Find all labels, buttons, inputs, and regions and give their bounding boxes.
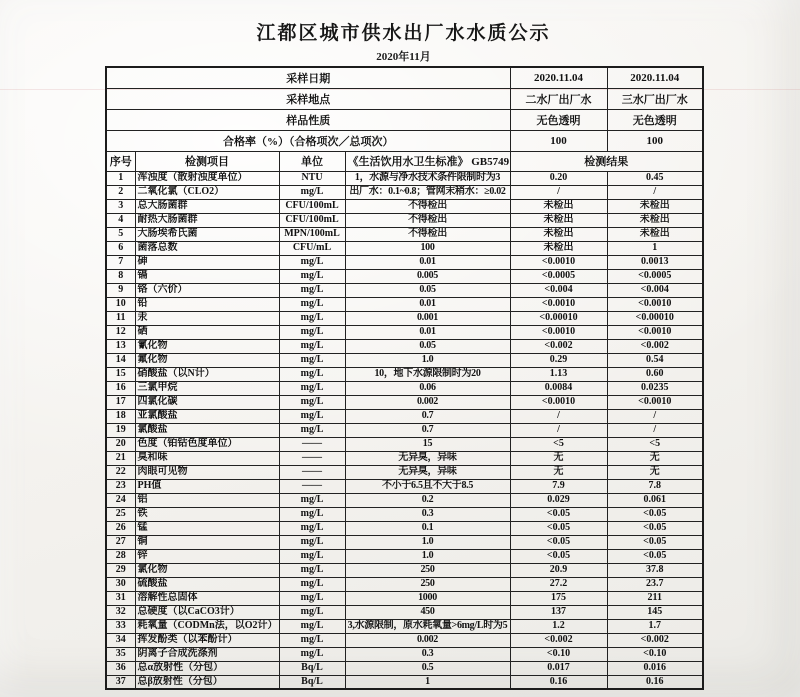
cell-test-item: 氟化物 <box>135 353 279 367</box>
cell-result-plant3: 0.45 <box>607 171 703 185</box>
cell-unit: —— <box>279 451 345 465</box>
table-row <box>106 521 703 535</box>
sample-location-plant3: 三水厂出厂水 <box>607 88 703 109</box>
cell-result-plant2: <0.002 <box>510 339 607 353</box>
cell-standard-limit: 0.1 <box>345 521 510 535</box>
cell-result-plant2: <5 <box>510 437 607 451</box>
cell-result-plant2: 137 <box>510 605 607 619</box>
sample-date-plant2: 2020.11.04 <box>510 67 607 88</box>
table-row <box>106 255 703 269</box>
cell-result-plant3: 1 <box>607 241 703 255</box>
cell-standard-limit: 0.005 <box>345 269 510 283</box>
cell-unit: NTU <box>279 171 345 185</box>
table-row <box>106 297 703 311</box>
col-header-no: 序号 <box>106 151 135 171</box>
cell-result-plant3: 37.8 <box>607 563 703 577</box>
cell-result-plant2: 0.0084 <box>510 381 607 395</box>
cell-result-plant3: <0.10 <box>607 647 703 661</box>
cell-result-plant2: 无 <box>510 451 607 465</box>
cell-unit: mg/L <box>279 577 345 591</box>
cell-standard-limit: 无异臭，异味 <box>345 465 510 479</box>
cell-standard-limit: 1 <box>345 675 510 689</box>
cell-result-plant2: <0.0010 <box>510 395 607 409</box>
table-row <box>106 423 703 437</box>
table-row <box>106 549 703 563</box>
cell-test-item: 铁 <box>135 507 279 521</box>
cell-result-plant3: <0.05 <box>607 521 703 535</box>
cell-standard-limit: 15 <box>345 437 510 451</box>
table-row <box>106 479 703 493</box>
cell-result-plant3: 无 <box>607 465 703 479</box>
cell-row-number: 13 <box>106 339 135 353</box>
col-header-unit: 单位 <box>279 151 345 171</box>
cell-standard-limit: 0.5 <box>345 661 510 675</box>
cell-standard-limit: 0.7 <box>345 409 510 423</box>
cell-row-number: 24 <box>106 493 135 507</box>
cell-result-plant2: <0.05 <box>510 507 607 521</box>
cell-test-item: 锰 <box>135 521 279 535</box>
table-row <box>106 185 703 199</box>
cell-test-item: 四氯化碳 <box>135 395 279 409</box>
cell-standard-limit: 0.3 <box>345 647 510 661</box>
cell-test-item: 铜 <box>135 535 279 549</box>
cell-result-plant2: 0.017 <box>510 661 607 675</box>
cell-unit: mg/L <box>279 647 345 661</box>
page-subtitle: 2020年11月 <box>376 51 431 63</box>
cell-standard-limit: 10，地下水源限制时为20 <box>345 367 510 381</box>
col-header-result: 检测结果 <box>510 151 703 171</box>
cell-row-number: 32 <box>106 605 135 619</box>
cell-result-plant3: 23.7 <box>607 577 703 591</box>
cell-standard-limit: 0.05 <box>345 283 510 297</box>
cell-standard-limit: 0.01 <box>345 325 510 339</box>
table-row <box>106 213 703 227</box>
cell-row-number: 10 <box>106 297 135 311</box>
sample-nature-plant2: 无色透明 <box>510 109 607 130</box>
cell-result-plant3: <0.0010 <box>607 297 703 311</box>
cell-result-plant3: <0.05 <box>607 535 703 549</box>
cell-test-item: 亚氯酸盐 <box>135 409 279 423</box>
cell-result-plant3: <5 <box>607 437 703 451</box>
table-row <box>106 465 703 479</box>
cell-unit: mg/L <box>279 325 345 339</box>
cell-result-plant3: <0.05 <box>607 507 703 521</box>
cell-test-item: 耗氧量（CODMn法，以O2计） <box>135 619 279 633</box>
cell-unit: mg/L <box>279 283 345 297</box>
cell-unit: —— <box>279 479 345 493</box>
col-header-item: 检测项目 <box>135 151 279 171</box>
cell-result-plant3: 0.061 <box>607 493 703 507</box>
cell-row-number: 31 <box>106 591 135 605</box>
cell-unit: mg/L <box>279 507 345 521</box>
cell-result-plant2: <0.05 <box>510 535 607 549</box>
sample-location-plant2: 二水厂出厂水 <box>510 88 607 109</box>
cell-unit: Bq/L <box>279 675 345 689</box>
cell-unit: mg/L <box>279 367 345 381</box>
cell-unit: Bq/L <box>279 661 345 675</box>
table-row <box>106 381 703 395</box>
pass-rate-plant2: 100 <box>510 130 607 151</box>
cell-test-item: PH值 <box>135 479 279 493</box>
cell-result-plant3: 1.7 <box>607 619 703 633</box>
table-row <box>106 437 703 451</box>
cell-row-number: 27 <box>106 535 135 549</box>
cell-standard-limit: 不得检出 <box>345 199 510 213</box>
cell-test-item: 氰化物 <box>135 339 279 353</box>
cell-result-plant2: 1.2 <box>510 619 607 633</box>
cell-unit: CFU/100mL <box>279 213 345 227</box>
cell-unit: —— <box>279 465 345 479</box>
cell-result-plant2: / <box>510 185 607 199</box>
cell-unit: —— <box>279 437 345 451</box>
cell-standard-limit: 0.01 <box>345 297 510 311</box>
sample-location-label: 采样地点 <box>106 88 510 109</box>
cell-row-number: 9 <box>106 283 135 297</box>
table-row <box>106 507 703 521</box>
cell-result-plant2: <0.004 <box>510 283 607 297</box>
cell-test-item: 氯酸盐 <box>135 423 279 437</box>
cell-unit: mg/L <box>279 353 345 367</box>
cell-row-number: 17 <box>106 395 135 409</box>
cell-unit: mg/L <box>279 423 345 437</box>
cell-standard-limit: 0.001 <box>345 311 510 325</box>
cell-result-plant3: 未检出 <box>607 199 703 213</box>
table-row <box>106 563 703 577</box>
cell-result-plant3: 未检出 <box>607 213 703 227</box>
cell-test-item: 砷 <box>135 255 279 269</box>
table-row <box>106 171 703 185</box>
cell-result-plant2: <0.00010 <box>510 311 607 325</box>
cell-row-number: 26 <box>106 521 135 535</box>
cell-standard-limit: 100 <box>345 241 510 255</box>
cell-row-number: 6 <box>106 241 135 255</box>
table-row <box>106 605 703 619</box>
cell-unit: mg/L <box>279 339 345 353</box>
cell-result-plant3: <0.00010 <box>607 311 703 325</box>
cell-result-plant3: 211 <box>607 591 703 605</box>
cell-test-item: 色度（铂钴色度单位） <box>135 437 279 451</box>
col-header-standard: 《生活饮用水卫生标准》 GB5749 <box>345 151 510 171</box>
table-row <box>106 647 703 661</box>
cell-row-number: 22 <box>106 465 135 479</box>
cell-result-plant3: 0.0013 <box>607 255 703 269</box>
cell-row-number: 37 <box>106 675 135 689</box>
cell-row-number: 4 <box>106 213 135 227</box>
cell-result-plant3: / <box>607 423 703 437</box>
cell-result-plant3: <0.004 <box>607 283 703 297</box>
cell-result-plant2: 0.029 <box>510 493 607 507</box>
cell-standard-limit: 0.7 <box>345 423 510 437</box>
cell-test-item: 总α放射性（分包） <box>135 661 279 675</box>
cell-result-plant2: / <box>510 423 607 437</box>
cell-row-number: 14 <box>106 353 135 367</box>
cell-test-item: 汞 <box>135 311 279 325</box>
cell-row-number: 18 <box>106 409 135 423</box>
cell-unit: mg/L <box>279 521 345 535</box>
cell-test-item: 大肠埃希氏菌 <box>135 227 279 241</box>
cell-row-number: 33 <box>106 619 135 633</box>
cell-test-item: 铬（六价） <box>135 283 279 297</box>
info-row-pass-rate <box>106 130 703 151</box>
table-row <box>106 675 703 689</box>
cell-standard-limit: 0.002 <box>345 633 510 647</box>
cell-result-plant2: <0.10 <box>510 647 607 661</box>
cell-unit: mg/L <box>279 591 345 605</box>
cell-row-number: 28 <box>106 549 135 563</box>
table-row <box>106 353 703 367</box>
cell-result-plant3: <0.0010 <box>607 395 703 409</box>
cell-result-plant2: <0.002 <box>510 633 607 647</box>
cell-result-plant3: <0.002 <box>607 633 703 647</box>
cell-row-number: 35 <box>106 647 135 661</box>
cell-row-number: 15 <box>106 367 135 381</box>
cell-standard-limit: 0.002 <box>345 395 510 409</box>
cell-result-plant3: 0.60 <box>607 367 703 381</box>
cell-standard-limit: 0.01 <box>345 255 510 269</box>
cell-standard-limit: 450 <box>345 605 510 619</box>
cell-result-plant2: <0.0010 <box>510 325 607 339</box>
cell-result-plant3: 7.8 <box>607 479 703 493</box>
cell-result-plant3: 0.54 <box>607 353 703 367</box>
info-section <box>106 67 703 171</box>
water-quality-table <box>105 66 704 690</box>
cell-test-item: 硒 <box>135 325 279 339</box>
table-row <box>106 409 703 423</box>
cell-test-item: 阴离子合成洗涤剂 <box>135 647 279 661</box>
cell-test-item: 肉眼可见物 <box>135 465 279 479</box>
cell-result-plant2: <0.05 <box>510 549 607 563</box>
cell-standard-limit: 1.0 <box>345 535 510 549</box>
cell-test-item: 镉 <box>135 269 279 283</box>
table-row <box>106 619 703 633</box>
cell-row-number: 16 <box>106 381 135 395</box>
cell-row-number: 25 <box>106 507 135 521</box>
cell-result-plant2: <0.05 <box>510 521 607 535</box>
info-row-sample-date <box>106 67 703 88</box>
cell-result-plant3: <0.0010 <box>607 325 703 339</box>
table-row <box>106 367 703 381</box>
cell-result-plant3: 无 <box>607 451 703 465</box>
cell-row-number: 30 <box>106 577 135 591</box>
page-title: 江都区城市供水出厂水水质公示 <box>256 23 551 44</box>
cell-row-number: 36 <box>106 661 135 675</box>
cell-test-item: 锌 <box>135 549 279 563</box>
cell-row-number: 1 <box>106 171 135 185</box>
cell-result-plant2: <0.0010 <box>510 255 607 269</box>
cell-result-plant3: <0.05 <box>607 549 703 563</box>
cell-unit: mg/L <box>279 619 345 633</box>
cell-result-plant2: 无 <box>510 465 607 479</box>
cell-standard-limit: 1.0 <box>345 549 510 563</box>
cell-unit: mg/L <box>279 395 345 409</box>
column-header-row <box>106 151 703 171</box>
cell-standard-limit: 0.05 <box>345 339 510 353</box>
cell-unit: mg/L <box>279 297 345 311</box>
cell-test-item: 铝 <box>135 493 279 507</box>
cell-standard-limit: 0.06 <box>345 381 510 395</box>
table-row <box>106 283 703 297</box>
info-row-sample-location <box>106 88 703 109</box>
cell-result-plant2: <0.0005 <box>510 269 607 283</box>
cell-test-item: 菌落总数 <box>135 241 279 255</box>
cell-test-item: 总大肠菌群 <box>135 199 279 213</box>
cell-result-plant2: 未检出 <box>510 213 607 227</box>
cell-result-plant2: 1.13 <box>510 367 607 381</box>
cell-standard-limit: 无异臭，异味 <box>345 451 510 465</box>
cell-result-plant2: 7.9 <box>510 479 607 493</box>
cell-result-plant2: 20.9 <box>510 563 607 577</box>
cell-row-number: 3 <box>106 199 135 213</box>
cell-result-plant3: 145 <box>607 605 703 619</box>
cell-unit: mg/L <box>279 381 345 395</box>
cell-test-item: 硝酸盐（以N计） <box>135 367 279 381</box>
cell-row-number: 7 <box>106 255 135 269</box>
cell-row-number: 19 <box>106 423 135 437</box>
cell-row-number: 29 <box>106 563 135 577</box>
cell-unit: mg/L <box>279 409 345 423</box>
cell-result-plant3: / <box>607 185 703 199</box>
cell-test-item: 浑浊度（散射浊度单位） <box>135 171 279 185</box>
cell-unit: mg/L <box>279 255 345 269</box>
cell-result-plant2: 27.2 <box>510 577 607 591</box>
cell-test-item: 挥发酚类（以苯酚计） <box>135 633 279 647</box>
cell-standard-limit: 1000 <box>345 591 510 605</box>
cell-standard-limit: 1，水源与净水技术条件限制时为3 <box>345 171 510 185</box>
cell-row-number: 11 <box>106 311 135 325</box>
cell-result-plant2: 未检出 <box>510 227 607 241</box>
cell-standard-limit: 0.3 <box>345 507 510 521</box>
cell-row-number: 2 <box>106 185 135 199</box>
cell-test-item: 二氧化氯（CLO2） <box>135 185 279 199</box>
cell-unit: mg/L <box>279 493 345 507</box>
cell-result-plant3: 0.16 <box>607 675 703 689</box>
table-row <box>106 591 703 605</box>
cell-test-item: 总硬度（以CaCO3计） <box>135 605 279 619</box>
cell-row-number: 5 <box>106 227 135 241</box>
cell-test-item: 溶解性总固体 <box>135 591 279 605</box>
cell-standard-limit: 不得检出 <box>345 213 510 227</box>
cell-row-number: 8 <box>106 269 135 283</box>
table-row <box>106 633 703 647</box>
sample-date-plant3: 2020.11.04 <box>607 67 703 88</box>
results-tbody <box>106 171 703 689</box>
cell-standard-limit: 不小于6.5且不大于8.5 <box>345 479 510 493</box>
table-row <box>106 493 703 507</box>
cell-standard-limit: 1.0 <box>345 353 510 367</box>
cell-row-number: 21 <box>106 451 135 465</box>
table-row <box>106 241 703 255</box>
cell-test-item: 臭和味 <box>135 451 279 465</box>
cell-unit: mg/L <box>279 563 345 577</box>
cell-unit: MPN/100mL <box>279 227 345 241</box>
cell-standard-limit: 不得检出 <box>345 227 510 241</box>
cell-result-plant3: <0.002 <box>607 339 703 353</box>
table-row <box>106 661 703 675</box>
table-row <box>106 535 703 549</box>
table-row <box>106 395 703 409</box>
cell-test-item: 硫酸盐 <box>135 577 279 591</box>
cell-result-plant2: 未检出 <box>510 241 607 255</box>
cell-unit: CFU/mL <box>279 241 345 255</box>
cell-standard-limit: 250 <box>345 563 510 577</box>
sample-nature-label: 样品性质 <box>106 109 510 130</box>
cell-test-item: 耐热大肠菌群 <box>135 213 279 227</box>
table-row <box>106 577 703 591</box>
cell-test-item: 总β放射性（分包） <box>135 675 279 689</box>
info-row-sample-nature <box>106 109 703 130</box>
table-row <box>106 325 703 339</box>
cell-result-plant3: 未检出 <box>607 227 703 241</box>
cell-unit: CFU/100mL <box>279 199 345 213</box>
sample-date-label: 采样日期 <box>106 67 510 88</box>
cell-result-plant2: / <box>510 409 607 423</box>
cell-unit: mg/L <box>279 549 345 563</box>
table-row <box>106 199 703 213</box>
cell-row-number: 12 <box>106 325 135 339</box>
cell-unit: mg/L <box>279 269 345 283</box>
cell-standard-limit: 3,水源限制，原水耗氧量>6mg/L时为5 <box>345 619 510 633</box>
table-row <box>106 269 703 283</box>
pass-rate-label: 合格率（%）（合格项次／总项次） <box>106 130 510 151</box>
cell-unit: mg/L <box>279 535 345 549</box>
cell-test-item: 氯化物 <box>135 563 279 577</box>
cell-test-item: 三氯甲烷 <box>135 381 279 395</box>
cell-result-plant3: 0.016 <box>607 661 703 675</box>
cell-row-number: 23 <box>106 479 135 493</box>
cell-result-plant3: <0.0005 <box>607 269 703 283</box>
sample-nature-plant3: 无色透明 <box>607 109 703 130</box>
cell-result-plant3: / <box>607 409 703 423</box>
cell-unit: mg/L <box>279 311 345 325</box>
cell-row-number: 34 <box>106 633 135 647</box>
cell-result-plant2: 175 <box>510 591 607 605</box>
cell-result-plant2: 0.16 <box>510 675 607 689</box>
cell-unit: mg/L <box>279 605 345 619</box>
table-row <box>106 339 703 353</box>
pass-rate-plant3: 100 <box>607 130 703 151</box>
cell-unit: mg/L <box>279 633 345 647</box>
cell-standard-limit: 0.2 <box>345 493 510 507</box>
table-row <box>106 451 703 465</box>
cell-result-plant3: 0.0235 <box>607 381 703 395</box>
cell-result-plant2: 0.29 <box>510 353 607 367</box>
cell-result-plant2: <0.0010 <box>510 297 607 311</box>
cell-row-number: 20 <box>106 437 135 451</box>
cell-test-item: 铅 <box>135 297 279 311</box>
cell-standard-limit: 出厂水：0.1~0.8；管网末稍水：≥0.02 <box>345 185 510 199</box>
cell-result-plant2: 未检出 <box>510 199 607 213</box>
cell-standard-limit: 250 <box>345 577 510 591</box>
cell-unit: mg/L <box>279 185 345 199</box>
table-row <box>106 311 703 325</box>
table-row <box>106 227 703 241</box>
cell-result-plant2: 0.20 <box>510 171 607 185</box>
